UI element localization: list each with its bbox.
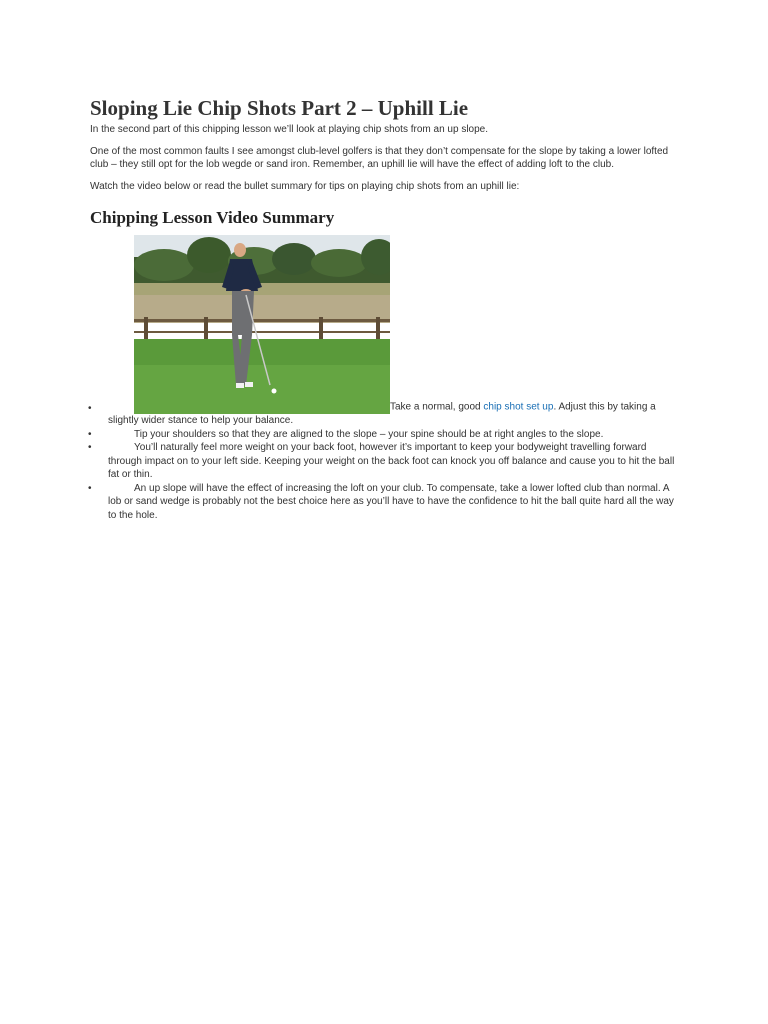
bullet-4-text: An up slope will have the effect of increasing the loft on your club. To compensate, take a lower lofted club than normal. A lob or sand wedge is probably not the best choice here as you’ll have to have the confidence to hit the ball quite hard all the way to the hole. — [108, 482, 674, 521]
intro-paragraph: In the second part of this chipping lesson we’ll look at playing chip shots from an up slope. — [90, 124, 489, 135]
bullet-glyph: • — [88, 442, 92, 453]
watch-paragraph: Watch the video below or read the bullet summary for tips on playing chip shots from an uphill lie: — [90, 180, 520, 192]
list-item — [88, 441, 678, 482]
article-title: Sloping Lie Chip Shots Part 2 – Uphill Lie — [90, 96, 469, 120]
section-heading: Chipping Lesson Video Summary — [90, 208, 335, 227]
bullet-3-text: You’ll naturally feel more weight on your back foot, however it’s important to keep your bodyweight travelling forward through impact on to your left side. Keeping your weight on the back foot can knock you off balance and cause you to hit the ball fat or thin. — [108, 442, 675, 480]
golfer-video-thumbnail[interactable] — [134, 235, 390, 414]
list-item — [88, 482, 678, 523]
bullet-1-text-after: . Adjust this by taking a slightly wider stance to help your balance. — [108, 401, 656, 426]
bullet-glyph: • — [88, 482, 92, 494]
bullet-2-text: Tip your shoulders so that they are aligned to the slope – your spine should be at right angles to the slope. — [134, 428, 604, 440]
article — [90, 95, 680, 522]
list-item — [88, 235, 678, 428]
faults-paragraph: One of the most common faults I see amongst club-level golfers is that they don’t compensate for the slope by taking a lower lofted club – they still opt for the lob wegde or sand iron. Remember, an uphill lie will have the effect of adding loft to the club. — [90, 145, 669, 170]
tips-list — [88, 235, 678, 522]
bullet-glyph: • — [88, 428, 92, 440]
list-item — [88, 428, 678, 442]
bullet-1-text-before: Take a normal, good — [390, 401, 484, 413]
bullet-glyph: • — [88, 403, 92, 414]
chip-shot-set-up-link[interactable]: chip shot set up — [483, 401, 554, 413]
